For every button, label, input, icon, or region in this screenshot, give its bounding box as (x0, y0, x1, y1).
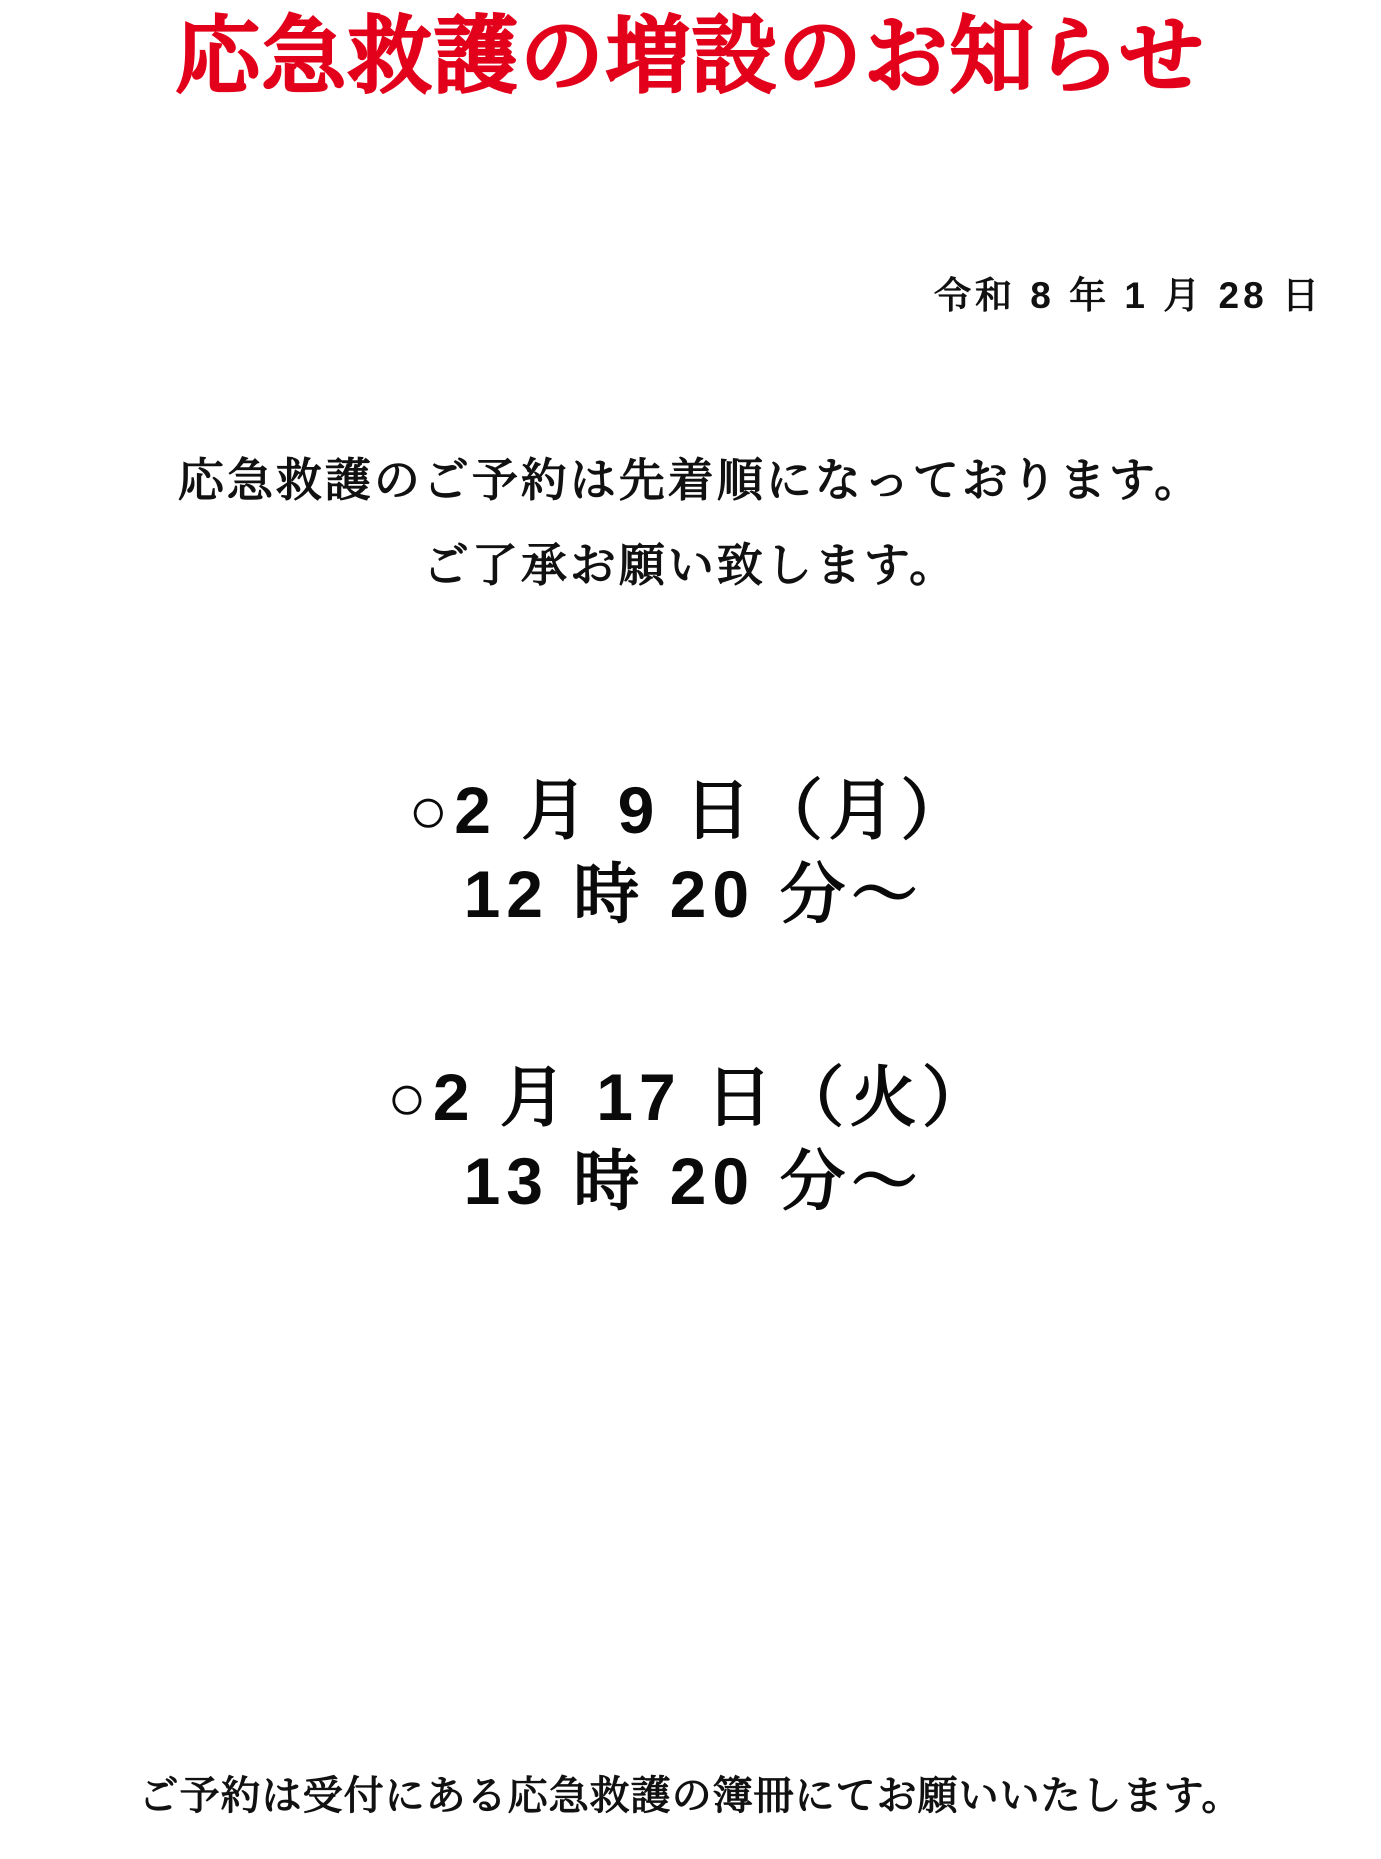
schedule-entry-time: 13 時 20 分〜 (463, 1144, 924, 1219)
page-title: 応急救護の増設のお知らせ (175, 9, 1206, 103)
schedule-entry-time: 12 時 20 分〜 (463, 857, 924, 932)
schedule-list (0, 768, 1381, 1224)
notice-line: ご了承お願い致します。 (422, 539, 959, 592)
schedule-entry-date: ○2 月 9 日（月） (408, 773, 973, 847)
schedule-entry-date: ○2 月 17 日（火） (387, 1059, 994, 1134)
notice-line: 応急救護のご予約は先着順になっております。 (177, 454, 1204, 506)
schedule-entry (0, 1055, 1381, 1224)
schedule-entry (0, 768, 1381, 937)
issue-date: 令和 8 年 1 月 28 日 (934, 275, 1323, 316)
footer-note: ご予約は受付にある応急救護の簿冊にてお願いいたします。 (138, 1774, 1243, 1818)
notice-paragraph (0, 438, 1381, 608)
